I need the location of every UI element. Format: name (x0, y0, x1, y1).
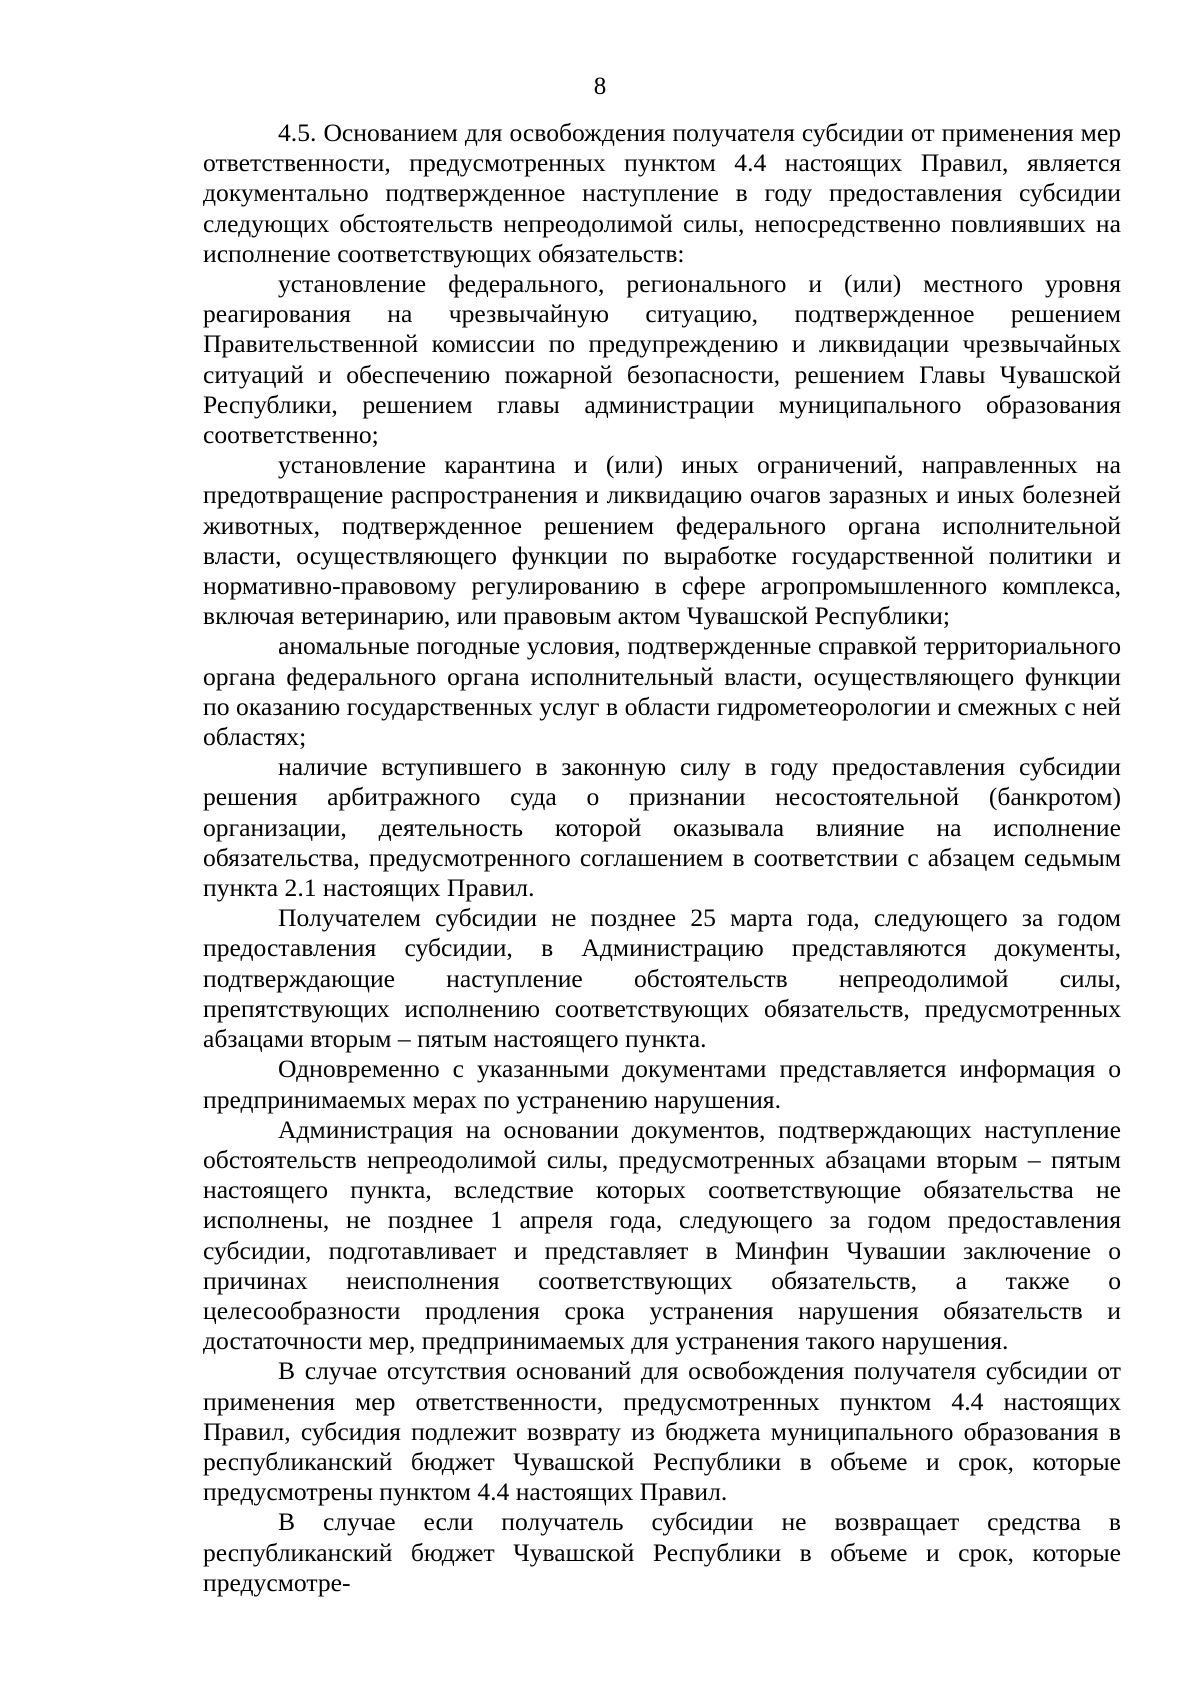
page-number: 8 (593, 73, 607, 100)
paragraph: Получателем субсидии не позднее 25 марта года, следующего за годом предоставления субсидии, в Администрацию представляются документы, подтверждающие наступление обстоятельств непреодолимой силы, препятствующих исполнению соответствующих обязательств, предусмотренных абзацами вторым – пятым настоящего пункта. (203, 903, 1121, 1054)
paragraph: В случае отсутствия оснований для освобождения получателя субсидии от применения мер ответственности, предусмотренных пунктом 4.4 настоящих Правил, субсидия подлежит возврату из бюджета муниципального образования в республиканский бюджет Чувашской Республики в объеме и срок, которые предусмотрены пунктом 4.4 настоящих Правил. (203, 1356, 1121, 1507)
paragraph: Одновременно с указанными документами представляется информация о предпринимаемых мерах по устранению нарушения. (203, 1054, 1121, 1114)
paragraph: Администрация на основании документов, подтверждающих наступление обстоятельств непреодолимой силы, предусмотренных абзацами вторым – пятым настоящего пункта, вследствие которых соответствующие обязательства не исполнены, не позднее 1 апреля года, следующего за годом предоставления субсидии, подготавливает и представляет в Минфин Чувашии заключение о причинах неисполнения соответствующих обязательств, а также о целесообразности продления срока устранения нарушения обязательств и достаточности мер, предпринимаемых для устранения такого нарушения. (203, 1114, 1121, 1356)
paragraph: аномальные погодные условия, подтвержденные справкой территориального органа федерального органа исполнительный власти, осуществляющего функции по оказанию государственных услуг в области гидрометеорологии и смежных с ней областях; (203, 631, 1121, 752)
paragraph: установление федерального, регионального и (или) местного уровня реагирования на чрезвычайную ситуацию, подтвержденное решением Правительственной комиссии по предупреждению и ликвидации чрезвычайных ситуаций и обеспечению пожарной безопасности, решением Главы Чувашской Республики, решением главы администрации муниципального образования соответственно; (203, 269, 1121, 450)
paragraph: 4.5. Основанием для освобождения получателя субсидии от применения мер ответственности, предусмотренных пунктом 4.4 настоящих Правил, является документально подтвержденное наступление в году предоставления субсидии следующих обстоятельств непреодолимой силы, непосредственно повлиявших на исполнение соответствующих обязательств: (203, 118, 1121, 268)
paragraph: установление карантина и (или) иных ограничений, направленных на предотвращение распространения и ликвидацию очагов заразных и иных болезней животных, подтвержденное решением федерального органа исполнительной власти, осуществляющего функции по выработке государственной политики и нормативно-правовому регулированию в сфере агропромышленного комплекса, включая ветеринарию, или правовым актом Чувашской Республики; (203, 450, 1121, 631)
document-body (203, 118, 1121, 1598)
paragraph: наличие вступившего в законную силу в году предоставления субсидии решения арбитражного суда о признании несостоятельной (банкротом) организации, деятельность которой оказывала влияние на исполнение обязательства, предусмотренного соглашением в соответствии с абзацем седьмым пункта 2.1 настоящих Правил. (203, 752, 1121, 903)
paragraph: В случае если получатель субсидии не возвращает средства в республиканский бюджет Чувашской Республики в объеме и срок, которые предусмотре- (203, 1507, 1121, 1597)
